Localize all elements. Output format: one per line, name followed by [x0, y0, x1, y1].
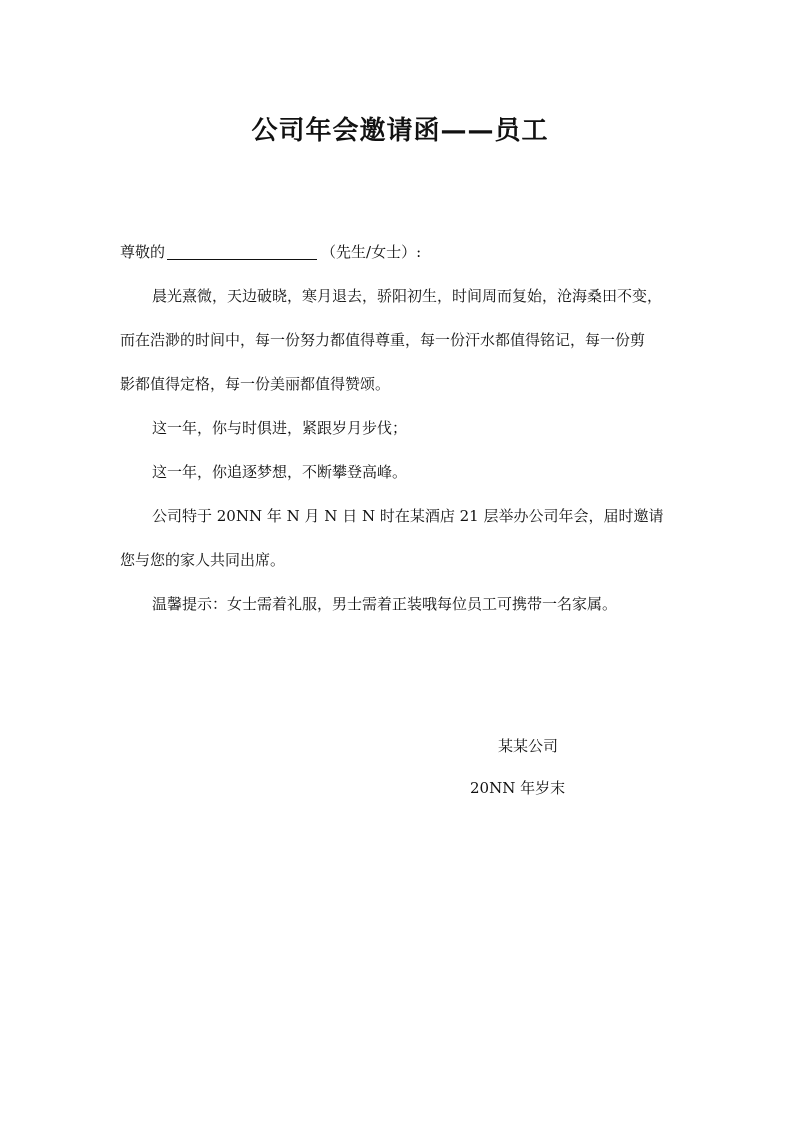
salutation-prefix: 尊敬的 [120, 243, 166, 261]
paragraph-4-line-1: 公司特于 20NN 年 N 月 N 日 N 时在某酒店 21 层举办公司年会，届时邀请 [152, 507, 664, 525]
paragraph-1-line-2: 而在浩渺的时间中，每一份努力都值得尊重，每一份汗水都值得铭记，每一份剪 [120, 331, 646, 349]
signature-company: 某某公司 [498, 737, 559, 755]
paragraph-3: 这一年，你追逐梦想，不断攀登高峰。 [152, 463, 408, 481]
document-title: 公司年会邀请函——员工 [251, 116, 549, 146]
paragraph-1-line-1: 晨光熹微，天边破晓，寒月退去，骄阳初生，时间周而复始，沧海桑田不变， [152, 287, 663, 305]
signature-block [470, 725, 620, 809]
salutation-suffix: （先生/女士）: [321, 243, 422, 261]
salutation-line [120, 230, 690, 274]
paragraph-1-line-3: 影都值得定格，每一份美丽都值得赞颂。 [120, 375, 391, 393]
paragraph-4-line-2: 您与您的家人共同出席。 [120, 551, 286, 569]
name-blank-line [167, 241, 317, 260]
reminder-paragraph: 温馨提示：女士需着礼服，男士需着正装哦每位员工可携带一名家属。 [152, 595, 618, 613]
paragraph-2: 这一年，你与时俱进，紧跟岁月步伐； [152, 419, 408, 437]
signature-date: 20NN 年岁末 [470, 779, 566, 797]
letter-body [120, 230, 690, 626]
